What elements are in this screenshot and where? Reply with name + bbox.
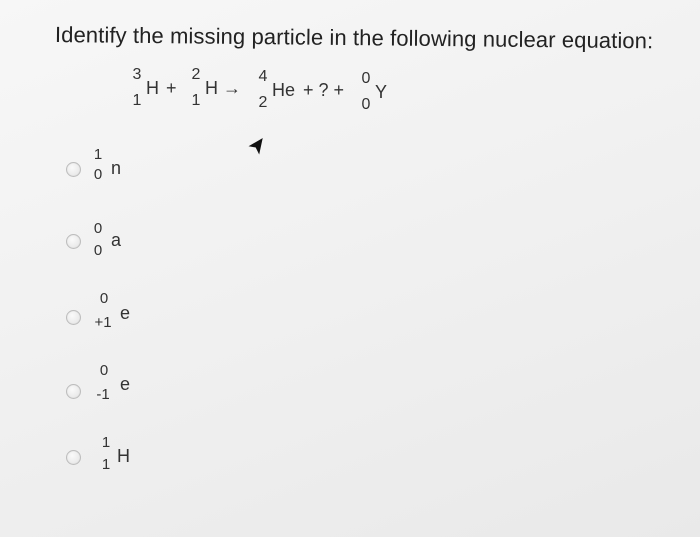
particle-symbol: n — [111, 158, 122, 178]
nuclear-equation — [0, 0, 700, 130]
answer-option-proton[interactable] — [66, 434, 266, 480]
radio-button[interactable] — [66, 450, 81, 465]
radio-button[interactable] — [66, 162, 81, 177]
element-symbol: H — [205, 78, 218, 98]
mass-number: 0 — [93, 220, 103, 237]
mass-number: 0 — [361, 70, 371, 87]
atomic-number: 1 — [132, 92, 142, 109]
mass-number: 1 — [101, 434, 111, 451]
mass-number: 4 — [258, 68, 268, 85]
mass-number: 0 — [99, 362, 109, 379]
atomic-number: 1 — [191, 92, 201, 109]
answer-option-alpha[interactable] — [66, 220, 266, 266]
answer-option-neutron[interactable] — [66, 146, 266, 192]
atomic-number: 2 — [258, 94, 268, 111]
particle-symbol: e — [120, 374, 131, 394]
particle-symbol: e — [120, 303, 131, 323]
element-symbol: Y — [375, 82, 388, 102]
atomic-number: -1 — [96, 386, 110, 403]
element-symbol: He — [272, 80, 296, 100]
atomic-number: 0 — [361, 96, 371, 113]
plus-sign: + — [166, 78, 177, 98]
element-symbol: H — [146, 78, 159, 98]
particle-symbol: H — [117, 446, 130, 466]
atomic-number: 0 — [93, 242, 103, 259]
answer-option-positron[interactable] — [66, 288, 266, 334]
mass-number: 2 — [191, 66, 201, 83]
reaction-arrow: → — [223, 78, 241, 98]
radio-button[interactable] — [66, 384, 81, 399]
mass-number: 3 — [132, 66, 142, 83]
radio-button[interactable] — [66, 234, 81, 249]
atomic-number: +1 — [94, 314, 112, 331]
atomic-number: 0 — [93, 166, 103, 183]
mass-number: 1 — [93, 146, 103, 163]
mass-number: 0 — [99, 290, 109, 307]
plus-unknown-plus: + ? + — [303, 80, 345, 100]
answer-option-beta[interactable] — [66, 362, 266, 408]
radio-button[interactable] — [66, 310, 81, 325]
particle-symbol: a — [111, 230, 122, 250]
atomic-number: 1 — [101, 456, 111, 473]
question-text: Identify the missing particle in the following nuclear equation: — [54, 22, 654, 54]
